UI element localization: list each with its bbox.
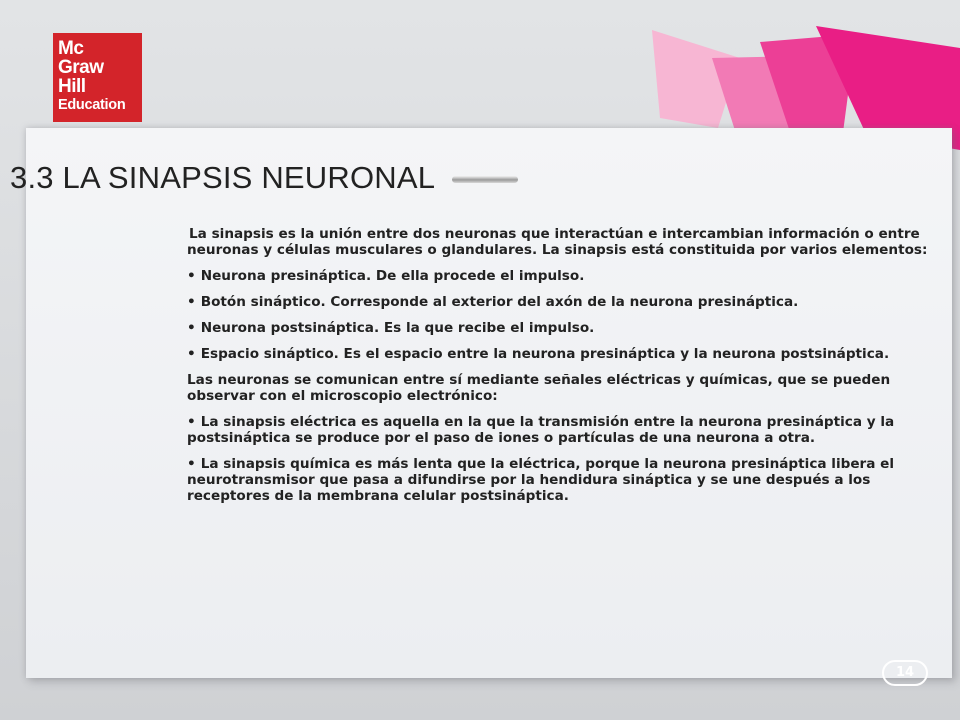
logo-line: Graw (58, 57, 104, 78)
bullet-item (187, 456, 949, 504)
logo-line: Hill (58, 76, 86, 97)
bullet-item (187, 294, 949, 310)
logo-line: Mc (58, 38, 84, 59)
bullet-text: La sinapsis eléctrica es aquella en la que la transmisión entre la neurona presináptica y la postsináptica se produce por el paso de iones o partículas de una neurona a otra. (187, 414, 895, 446)
bullet-item (187, 346, 949, 362)
paragraph-text: Las neuronas se comunican entre sí mediante señales eléctricas y químicas, que se pueden observar con el microscopio electrónico: (187, 372, 891, 404)
bullet-text: Neurona postsináptica. Es la que recibe el impulso. (200, 320, 595, 336)
paragraph (187, 226, 949, 258)
bullet-icon: • (187, 456, 196, 472)
bullet-text: Neurona presináptica. De ella procede el impulso. (200, 268, 585, 284)
bullet-icon: • (187, 268, 196, 284)
bullet-icon: • (187, 414, 196, 430)
bullet-item (187, 268, 949, 284)
mcgraw-hill-education-logo (53, 33, 142, 122)
page-number-badge: 14 (882, 660, 928, 686)
bullet-item (187, 414, 949, 446)
title-underline-bar (452, 176, 518, 183)
bullet-icon: • (187, 320, 196, 336)
bullet-text: La sinapsis química es más lenta que la eléctrica, porque la neurona presináptica libera el neurotransmisor que pasa a difundirse por la hendidura sináptica y se une después a los receptores de la membrana celular postsináptica. (187, 456, 895, 504)
page-title: 3.3 LA SINAPSIS NEURONAL (10, 160, 436, 195)
bullet-text: Botón sináptico. Corresponde al exterior del axón de la neurona presináptica. (200, 294, 799, 310)
slide-body (187, 226, 949, 514)
paragraph (187, 372, 949, 404)
bullet-icon: • (187, 346, 196, 362)
bullet-icon: • (187, 294, 196, 310)
bullet-text: Espacio sináptico. Es el espacio entre la neurona presináptica y la neurona postsináptica. (200, 346, 890, 362)
paragraph-text: La sinapsis es la unión entre dos neuronas que interactúan e intercambian información o entre neuronas y células musculares o glandulares. La sinapsis está constituida por varios elementos: (187, 226, 928, 258)
logo-line: Education (58, 97, 126, 113)
bullet-item (187, 320, 949, 336)
